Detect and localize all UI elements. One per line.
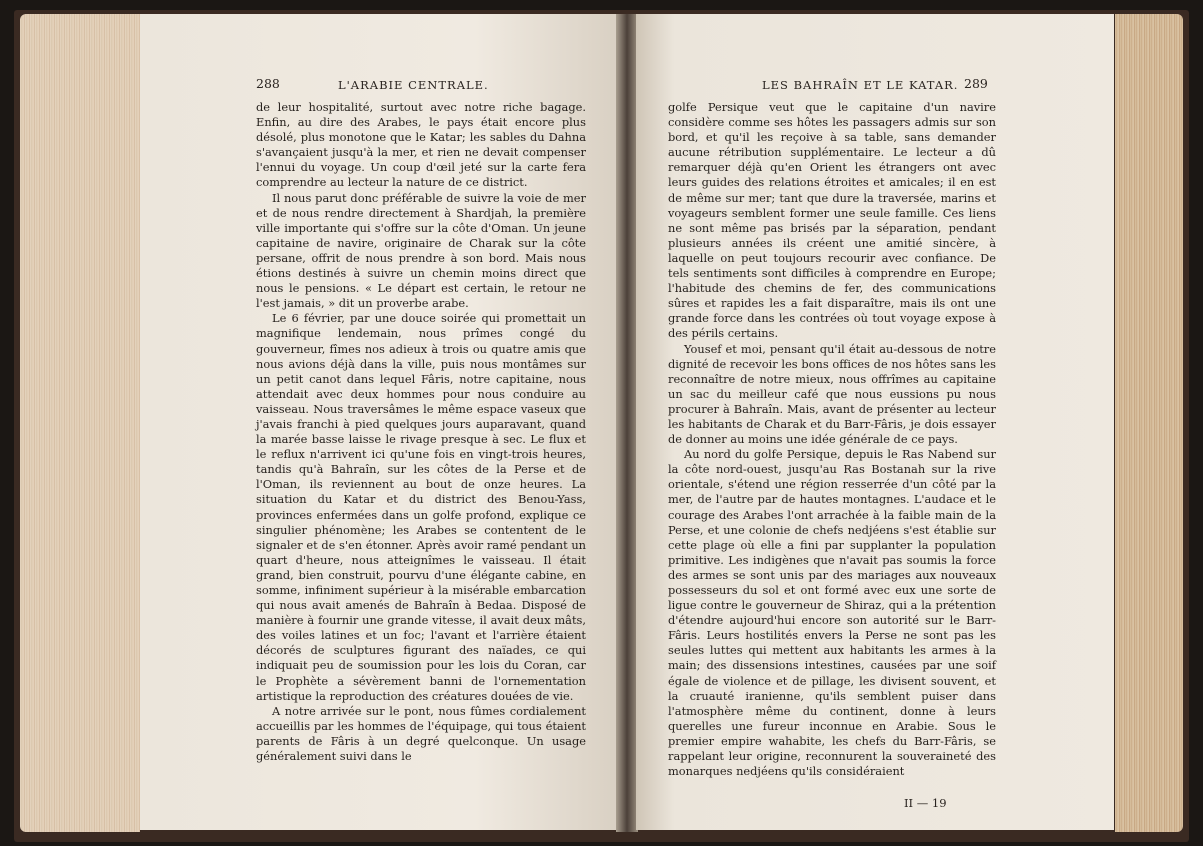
paragraph: Il nous parut donc préférable de suivre la voie de mer et de nous rendre directement à Shardjah, la première ville importante qui s'offre sur la côte d'Oman. Un jeune capitaine de navire, originaire de Charak sur la côte persane, offrit de nous prendre à son bord. Mais nous étions destinés à suivre un chemin moins direct que nous le pensions. « Le départ est certain, le retour ne l'est jamais, » dit un proverbe arabe. bbox=[256, 190, 586, 311]
paragraph: de leur hospitalité, surtout avec notre riche bagage. Enfin, au dire des Arabes, le pays était encore plus désolé, plus monotone que le Katar; les sables du Dahna s'avançaient jusqu'à la mer, et rien ne devait compenser l'ennui du voyage. Un coup d'œil jeté sur la carte fera comprendre au lecteur la nature de ce district. bbox=[256, 100, 586, 190]
paragraph: Au nord du golfe Persique, depuis le Ras Nabend sur la côte nord-ouest, jusqu'au Ras Bostanah sur la rive orientale, s'étend une région resserrée d'un côté par la mer, de l'autre par de hautes montagnes. L'audace et le courage des Arabes l'ont arrachée à la faible main de la Perse, et une colonie de chefs nedjéens s'est établie sur cette plage où elle a fini par supplanter la population primitive. Les indigènes que n'avait pas soumis la force des armes se sont unis par des mariages aux nouveaux possesseurs du sol et ont formé avec eux une sorte de ligue contre le gouverneur de Shiraz, qui a la prétention d'étendre aujourd'hui encore son autorité sur le Barr-Fâris. Leurs hostilités envers la Perse ne sont pas les seules luttes qui mettent aux habitants les armes à la main; des dissensions intestines, causées par une soif égale de violence et de pillage, les divisent souvent, et la cruauté iranienne, qu'ils semblent puiser dans l'atmosphère même du continent, donne à leurs querelles une fureur inconnue en Arabie. Sous le premier empire wahabite, les chefs du Barr-Fâris, se rappelant leur origine, reconnurent la souveraineté des monarques nedjéens qu'ils considéraient bbox=[668, 447, 996, 779]
page-edges-left bbox=[20, 14, 140, 832]
body-text bbox=[668, 100, 996, 779]
paragraph: golfe Persique veut que le capitaine d'un navire considère comme ses hôtes les passagers admis sur son bord, et qu'il les reçoive à sa table, sans demander aucune rétribution supplémentaire. Le lecteur a dû remarquer déjà qu'en Orient les étrangers ont avec leurs guides des relations étroites et amicales; il en est de même sur mer; tant que dure la traversée, marins et voyageurs semblent former une seule famille. Ces liens ne sont même pas brisés par la séparation, pendant plusieurs années ils créent une amitié sincère, à laquelle on peut toujours recourir avec confiance. De tels sentiments sont difficiles à comprendre en Europe; l'habitude des chemins de fer, des communications sûres et rapides les a fait disparaître, mais ils ont une grande force dans les contrées où tout voyage expose à des périls certains. bbox=[668, 100, 996, 341]
body-text bbox=[256, 100, 586, 764]
left-page bbox=[140, 14, 618, 830]
page-edges-right bbox=[1115, 14, 1183, 832]
page-number: 289 bbox=[964, 76, 988, 91]
paragraph: Yousef et moi, pensant qu'il était au-dessous de notre dignité de recevoir les bons offices de nos hôtes sans les reconnaître de notre mieux, nous offrîmes au capitaine un sac du meilleur café que nous eussions pu nous procurer à Bahraîn. Mais, avant de présenter au lecteur les habitants de Charak et du Barr-Fâris, je dois essayer de donner au moins une idée générale de ce pays. bbox=[668, 341, 996, 447]
paragraph: Le 6 février, par une douce soirée qui promettait un magnifique lendemain, nous prîmes congé du gouverneur, fîmes nos adieux à trois ou quatre amis que nous avions déjà dans la ville, puis nous montâmes sur un petit canot dans lequel Fâris, notre capitaine, nous attendait avec deux hommes pour nous conduire au vaisseau. Nous traversâmes le même espace vaseux que j'avais franchi à pied quelques jours auparavant, quand la marée basse laisse le rivage presque à sec. Le flux et le reflux n'arrivent ici qu'une fois en vingt-trois heures, tandis qu'à Bahraîn, sur les côtes de la Perse et de l'Oman, ils reviennent au bout de onze heures. La situation du Katar et du district des Benou-Yass, provinces enfermées dans un golfe profond, explique ce singulier phénomène; les Arabes se contentent de le signaler et de s'en étonner. Après avoir ramé pendant un quart d'heure, nous atteignîmes le vaisseau. Il était grand, bien construit, pourvu d'une élégante cabine, en somme, infiniment supérieur à la misérable embarcation qui nous avait amenés de Bahraîn à Bedaa. Disposé de manière à fournir une grande vitesse, il avait deux mâts, des voiles latines et un foc; l'avant et l'arrière étaient décorés de sculptures figurant des naïades, ce qui indiquait peu de soumission pour les lois du Coran, car le Prophète a sévèrement banni de l'ornementation artistique la reproduction des créatures douées de vie. bbox=[256, 311, 586, 703]
book-gutter bbox=[616, 14, 638, 832]
running-head: L'ARABIE CENTRALE. bbox=[338, 78, 489, 92]
running-head: LES BAHRAÎN ET LE KATAR. bbox=[762, 78, 959, 92]
page-number: 288 bbox=[256, 76, 280, 91]
paragraph: A notre arrivée sur le pont, nous fûmes cordialement accueillis par les hommes de l'équipage, qui tous étaient parents de Fâris à un degré quelconque. Un usage généralement suivi dans le bbox=[256, 703, 586, 764]
right-page bbox=[636, 14, 1114, 830]
signature-mark: II — 19 bbox=[904, 796, 947, 810]
